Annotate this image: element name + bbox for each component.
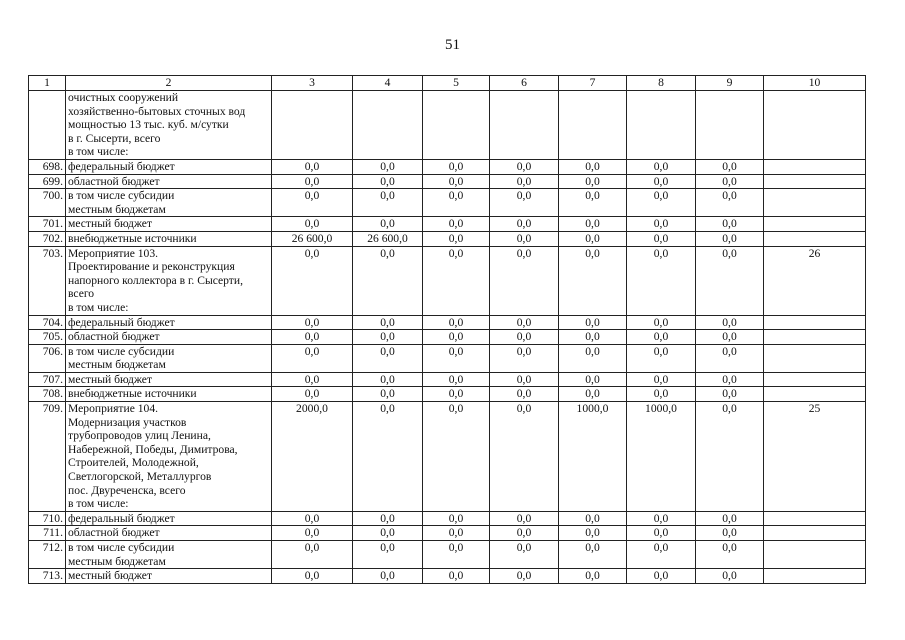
column-header: 7 [559,76,627,91]
description-line: федеральный бюджет [68,315,175,329]
table-body [29,91,866,584]
value-cell: 0,0 [353,526,423,541]
table-row [29,189,866,217]
value-cell: 26 600,0 [272,231,353,246]
row-description [66,569,272,584]
value-cell [272,91,353,160]
description-line: местный бюджет [68,217,153,231]
row-number: 708. [29,387,66,402]
target-indicator-cell [764,344,866,372]
row-number: 711. [29,526,66,541]
value-cell: 1000,0 [559,402,627,512]
budget-table [28,75,866,584]
description-line: в г. Сысерти, всего [68,131,161,145]
row-number [29,91,66,160]
value-cell: 0,0 [627,330,696,345]
row-description [66,246,272,315]
value-cell: 0,0 [627,246,696,315]
value-cell: 0,0 [423,189,490,217]
value-cell: 0,0 [559,231,627,246]
description-line: местным бюджетам [68,358,166,372]
value-cell: 0,0 [559,217,627,232]
target-indicator-cell: 26 [764,246,866,315]
column-header: 6 [490,76,559,91]
value-cell: 0,0 [696,569,764,584]
value-cell: 0,0 [559,330,627,345]
value-cell: 0,0 [272,217,353,232]
value-cell: 0,0 [423,511,490,526]
value-cell: 0,0 [627,174,696,189]
row-description [66,174,272,189]
row-number: 705. [29,330,66,345]
description-line: федеральный бюджет [68,159,175,173]
table-row [29,91,866,160]
value-cell: 0,0 [353,330,423,345]
value-cell: 0,0 [423,402,490,512]
description-line: в том числе субсидии [68,541,175,554]
row-number: 709. [29,402,66,512]
value-cell: 0,0 [696,372,764,387]
description-line: в том числе: [68,497,129,511]
value-cell: 0,0 [627,541,696,569]
row-description [66,344,272,372]
table-header [29,76,866,91]
value-cell: 0,0 [696,330,764,345]
description-line: Модернизация участков [68,415,187,429]
value-cell: 0,0 [627,217,696,232]
column-header: 8 [627,76,696,91]
value-cell: 0,0 [353,569,423,584]
table-row [29,387,866,402]
column-header: 4 [353,76,423,91]
row-description [66,402,272,512]
row-number: 712. [29,541,66,569]
value-cell: 0,0 [272,189,353,217]
value-cell: 0,0 [490,526,559,541]
value-cell: 0,0 [559,387,627,402]
value-cell: 0,0 [353,246,423,315]
value-cell: 0,0 [490,189,559,217]
value-cell: 0,0 [627,315,696,330]
description-line: Мероприятие 103. [68,246,159,260]
value-cell: 0,0 [627,231,696,246]
value-cell: 0,0 [272,315,353,330]
value-cell: 0,0 [490,231,559,246]
description-line: пос. Двуреченска, всего [68,483,186,497]
value-cell: 0,0 [272,541,353,569]
value-cell [423,91,490,160]
value-cell: 0,0 [423,159,490,174]
description-line: хозяйственно-бытовых сточных вод [68,104,246,118]
table-row [29,402,866,512]
table-row [29,231,866,246]
value-cell: 0,0 [353,541,423,569]
description-line: напорного коллектора в г. Сысерти, [68,273,243,287]
value-cell: 0,0 [490,387,559,402]
value-cell: 0,0 [423,372,490,387]
description-line: в том числе: [68,145,129,159]
value-cell: 0,0 [490,330,559,345]
table-row [29,246,866,315]
value-cell: 0,0 [627,372,696,387]
row-description [66,526,272,541]
value-cell [353,91,423,160]
value-cell: 0,0 [272,246,353,315]
value-cell: 0,0 [272,372,353,387]
value-cell: 0,0 [423,541,490,569]
value-cell: 0,0 [353,189,423,217]
value-cell: 0,0 [696,189,764,217]
value-cell: 0,0 [423,231,490,246]
target-indicator-cell [764,372,866,387]
value-cell: 0,0 [272,344,353,372]
value-cell: 0,0 [353,174,423,189]
value-cell: 0,0 [490,541,559,569]
value-cell: 0,0 [490,511,559,526]
value-cell: 0,0 [353,344,423,372]
value-cell: 0,0 [559,541,627,569]
value-cell: 0,0 [696,217,764,232]
value-cell: 0,0 [696,159,764,174]
value-cell: 0,0 [353,511,423,526]
value-cell: 0,0 [559,174,627,189]
value-cell: 0,0 [353,315,423,330]
row-number: 710. [29,511,66,526]
row-number: 713. [29,569,66,584]
row-number: 704. [29,315,66,330]
value-cell: 0,0 [423,344,490,372]
description-line: областной бюджет [68,174,160,188]
description-line: очистных сооружений [68,91,179,104]
value-cell: 0,0 [696,511,764,526]
value-cell: 0,0 [559,511,627,526]
row-description [66,189,272,217]
value-cell: 2000,0 [272,402,353,512]
value-cell: 0,0 [490,402,559,512]
value-cell: 0,0 [490,159,559,174]
target-indicator-cell [764,159,866,174]
row-description [66,315,272,330]
value-cell: 0,0 [423,569,490,584]
value-cell: 0,0 [423,174,490,189]
description-line: Строителей, Молодежной, [68,456,199,470]
table-row [29,315,866,330]
value-cell: 0,0 [559,344,627,372]
row-description [66,330,272,345]
target-indicator-cell [764,387,866,402]
row-number: 700. [29,189,66,217]
row-number: 707. [29,372,66,387]
description-line: местным бюджетам [68,202,166,216]
target-indicator-cell [764,231,866,246]
value-cell: 0,0 [353,402,423,512]
page-number: 51 [445,37,460,53]
value-cell: 0,0 [423,526,490,541]
value-cell: 0,0 [272,330,353,345]
value-cell: 0,0 [490,372,559,387]
target-indicator-cell [764,217,866,232]
header-row [29,76,866,91]
row-description [66,511,272,526]
table-row [29,372,866,387]
row-description [66,372,272,387]
row-description [66,231,272,246]
value-cell: 0,0 [696,174,764,189]
description-line: в том числе субсидии [68,189,175,203]
target-indicator-cell [764,541,866,569]
row-description [66,387,272,402]
table-row [29,174,866,189]
value-cell: 0,0 [490,315,559,330]
value-cell: 0,0 [559,372,627,387]
description-line: в том числе: [68,300,129,314]
value-cell: 0,0 [490,217,559,232]
column-header: 10 [764,76,866,91]
value-cell: 0,0 [353,217,423,232]
target-indicator-cell [764,189,866,217]
target-indicator-cell [764,330,866,345]
table-row [29,526,866,541]
target-indicator-cell [764,511,866,526]
value-cell: 0,0 [559,315,627,330]
description-line: местный бюджет [68,372,153,386]
value-cell: 0,0 [423,330,490,345]
row-number: 701. [29,217,66,232]
value-cell: 0,0 [696,402,764,512]
description-line: областной бюджет [68,526,160,540]
value-cell: 0,0 [696,231,764,246]
target-indicator-cell [764,174,866,189]
value-cell: 0,0 [627,526,696,541]
description-line: Набережной, Победы, Димитрова, [68,442,238,456]
value-cell: 0,0 [490,344,559,372]
value-cell: 0,0 [627,511,696,526]
value-cell: 0,0 [353,372,423,387]
description-line: Проектирование и реконструкция [68,260,235,274]
value-cell: 0,0 [490,569,559,584]
target-indicator-cell [764,91,866,160]
value-cell: 0,0 [696,246,764,315]
value-cell: 0,0 [559,569,627,584]
row-number: 703. [29,246,66,315]
table-row [29,344,866,372]
value-cell: 0,0 [353,159,423,174]
target-indicator-cell [764,526,866,541]
value-cell: 0,0 [696,315,764,330]
value-cell: 0,0 [627,189,696,217]
description-line: областной бюджет [68,330,160,344]
table-row [29,569,866,584]
description-line: местный бюджет [68,569,153,583]
description-line: Светлогорской, Металлургов [68,470,212,484]
value-cell: 0,0 [627,387,696,402]
value-cell: 1000,0 [627,402,696,512]
value-cell: 0,0 [272,569,353,584]
description-line: в том числе субсидии [68,344,175,358]
value-cell: 0,0 [490,174,559,189]
target-indicator-cell [764,315,866,330]
target-indicator-cell: 25 [764,402,866,512]
value-cell: 0,0 [627,344,696,372]
value-cell: 0,0 [423,315,490,330]
value-cell [696,91,764,160]
row-number: 698. [29,159,66,174]
description-line: местным бюджетам [68,554,166,568]
value-cell: 26 600,0 [353,231,423,246]
value-cell: 0,0 [423,246,490,315]
value-cell: 0,0 [696,541,764,569]
row-description [66,217,272,232]
row-number: 702. [29,231,66,246]
row-number: 699. [29,174,66,189]
value-cell: 0,0 [627,159,696,174]
value-cell: 0,0 [423,217,490,232]
row-description [66,541,272,569]
column-header: 2 [66,76,272,91]
value-cell: 0,0 [272,159,353,174]
value-cell: 0,0 [696,387,764,402]
value-cell: 0,0 [696,526,764,541]
table-row [29,159,866,174]
value-cell [559,91,627,160]
description-line: внебюджетные источники [68,231,197,245]
value-cell: 0,0 [559,246,627,315]
value-cell [490,91,559,160]
value-cell [627,91,696,160]
value-cell: 0,0 [559,159,627,174]
description-line: всего [68,287,95,301]
value-cell: 0,0 [627,569,696,584]
value-cell: 0,0 [559,189,627,217]
column-header: 9 [696,76,764,91]
row-description [66,91,272,160]
column-header: 5 [423,76,490,91]
table-row [29,511,866,526]
value-cell: 0,0 [696,344,764,372]
value-cell: 0,0 [353,387,423,402]
description-line: внебюджетные источники [68,387,197,401]
description-line: мощностью 13 тыс. куб. м/сутки [68,118,229,132]
column-header: 3 [272,76,353,91]
value-cell: 0,0 [559,526,627,541]
description-line: трубопроводов улиц Ленина, [68,429,211,443]
value-cell: 0,0 [272,526,353,541]
column-header: 1 [29,76,66,91]
value-cell: 0,0 [423,387,490,402]
table-row [29,330,866,345]
value-cell: 0,0 [272,387,353,402]
value-cell: 0,0 [272,174,353,189]
row-number: 706. [29,344,66,372]
value-cell: 0,0 [272,511,353,526]
value-cell: 0,0 [490,246,559,315]
table-row [29,217,866,232]
description-line: Мероприятие 104. [68,402,159,416]
description-line: федеральный бюджет [68,511,175,525]
target-indicator-cell [764,569,866,584]
table-row [29,541,866,569]
row-description [66,159,272,174]
